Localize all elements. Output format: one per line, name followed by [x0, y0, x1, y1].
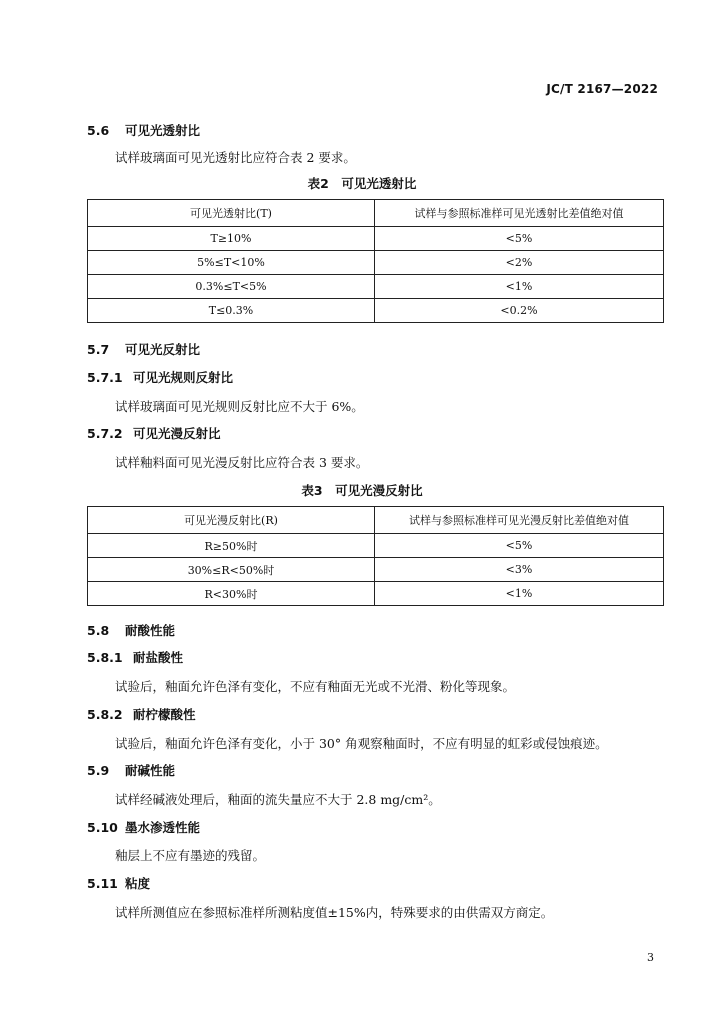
section-number: 5.9 — [87, 763, 110, 778]
page-number: 3 — [647, 951, 654, 964]
table-cell: <3% — [375, 558, 664, 582]
section-title: 可见光透射比 — [125, 123, 201, 138]
section-number: 5.8.2 — [87, 707, 123, 722]
table-cell: 0.3%≤T<5% — [88, 275, 375, 299]
section-number: 5.7.1 — [87, 370, 123, 385]
table3 — [87, 506, 664, 606]
table2-caption: 表2 可见光透射比 — [307, 176, 417, 191]
table-header-cell: 试样与参照标准样可见光漫反射比差值绝对值 — [375, 507, 664, 534]
section-title: 耐盐酸性 — [133, 650, 184, 665]
table-cell: <1% — [375, 582, 664, 606]
section-5-7-1-heading — [87, 368, 233, 386]
section-5-8-1-heading — [87, 648, 183, 666]
table-row — [88, 558, 664, 582]
section-5-8-heading — [87, 621, 175, 639]
table-cell: <5% — [375, 534, 664, 558]
section-5-7-1-text: 试样玻璃面可见光规则反射比应不大于 6%。 — [115, 399, 364, 414]
table-row — [88, 227, 664, 251]
table-cell: <5% — [375, 227, 664, 251]
table-header-cell: 试样与参照标准样可见光透射比差值绝对值 — [375, 200, 664, 227]
table-cell: R≥50%时 — [88, 534, 375, 558]
section-title: 粘度 — [125, 876, 151, 891]
section-title: 耐柠檬酸性 — [133, 707, 196, 722]
section-number: 5.11 — [87, 876, 118, 891]
section-5-10-text: 釉层上不应有墨迹的残留。 — [115, 848, 266, 863]
section-number: 5.7.2 — [87, 426, 123, 441]
table-cell: <2% — [375, 251, 664, 275]
table-cell: R<30%时 — [88, 582, 375, 606]
section-5-11-heading — [87, 874, 150, 892]
section-5-10-heading — [87, 818, 200, 836]
section-title: 可见光规则反射比 — [133, 370, 234, 385]
table-cell: 5%≤T<10% — [88, 251, 375, 275]
table2 — [87, 199, 664, 323]
table-header-cell: 可见光漫反射比(R) — [88, 507, 375, 534]
section-5-8-1-text: 试验后，釉面允许色泽有变化，不应有釉面无光或不光滑、粉化等现象。 — [115, 679, 516, 694]
table-cell: 30%≤R<50%时 — [88, 558, 375, 582]
table-cell: <1% — [375, 275, 664, 299]
section-5-7-2-text: 试样釉料面可见光漫反射比应符合表 3 要求。 — [115, 455, 369, 470]
table-header-cell: 可见光透射比(T) — [88, 200, 375, 227]
section-number: 5.7 — [87, 342, 110, 357]
section-5-9-text: 试样经碱液处理后，釉面的流失量应不大于 2.8 mg/cm²。 — [115, 792, 441, 807]
section-5-7-2-heading — [87, 424, 221, 442]
section-5-8-2-heading — [87, 705, 196, 723]
section-number: 5.8.1 — [87, 650, 123, 665]
section-title: 墨水渗透性能 — [125, 820, 201, 835]
section-title: 可见光反射比 — [125, 342, 201, 357]
section-title: 耐碱性能 — [125, 763, 176, 778]
table-header-row — [88, 200, 664, 227]
table-row — [88, 299, 664, 323]
section-title: 耐酸性能 — [125, 623, 176, 638]
section-title: 可见光漫反射比 — [133, 426, 221, 441]
table3-caption: 表3 可见光漫反射比 — [301, 483, 423, 498]
section-5-11-text: 试样所测值应在参照标准样所测粘度值±15%内，特殊要求的由供需双方商定。 — [115, 905, 554, 920]
table-cell: T≤0.3% — [88, 299, 375, 323]
table-cell: <0.2% — [375, 299, 664, 323]
table-cell: T≥10% — [88, 227, 375, 251]
section-5-8-2-text: 试验后，釉面允许色泽有变化，小于 30° 角观察釉面时，不应有明显的虹彩或侵蚀痕迹。 — [115, 736, 608, 751]
section-5-6-text: 试样玻璃面可见光透射比应符合表 2 要求。 — [115, 150, 356, 165]
section-number: 5.10 — [87, 820, 118, 835]
table-header-row — [88, 507, 664, 534]
section-number: 5.6 — [87, 123, 110, 138]
table-row — [88, 275, 664, 299]
section-5-6-heading — [87, 121, 200, 139]
document-id: JC/T 2167—2022 — [546, 82, 658, 96]
section-5-9-heading — [87, 761, 175, 779]
section-number: 5.8 — [87, 623, 110, 638]
table-row — [88, 582, 664, 606]
table-row — [88, 251, 664, 275]
table-row — [88, 534, 664, 558]
section-5-7-heading — [87, 340, 200, 358]
